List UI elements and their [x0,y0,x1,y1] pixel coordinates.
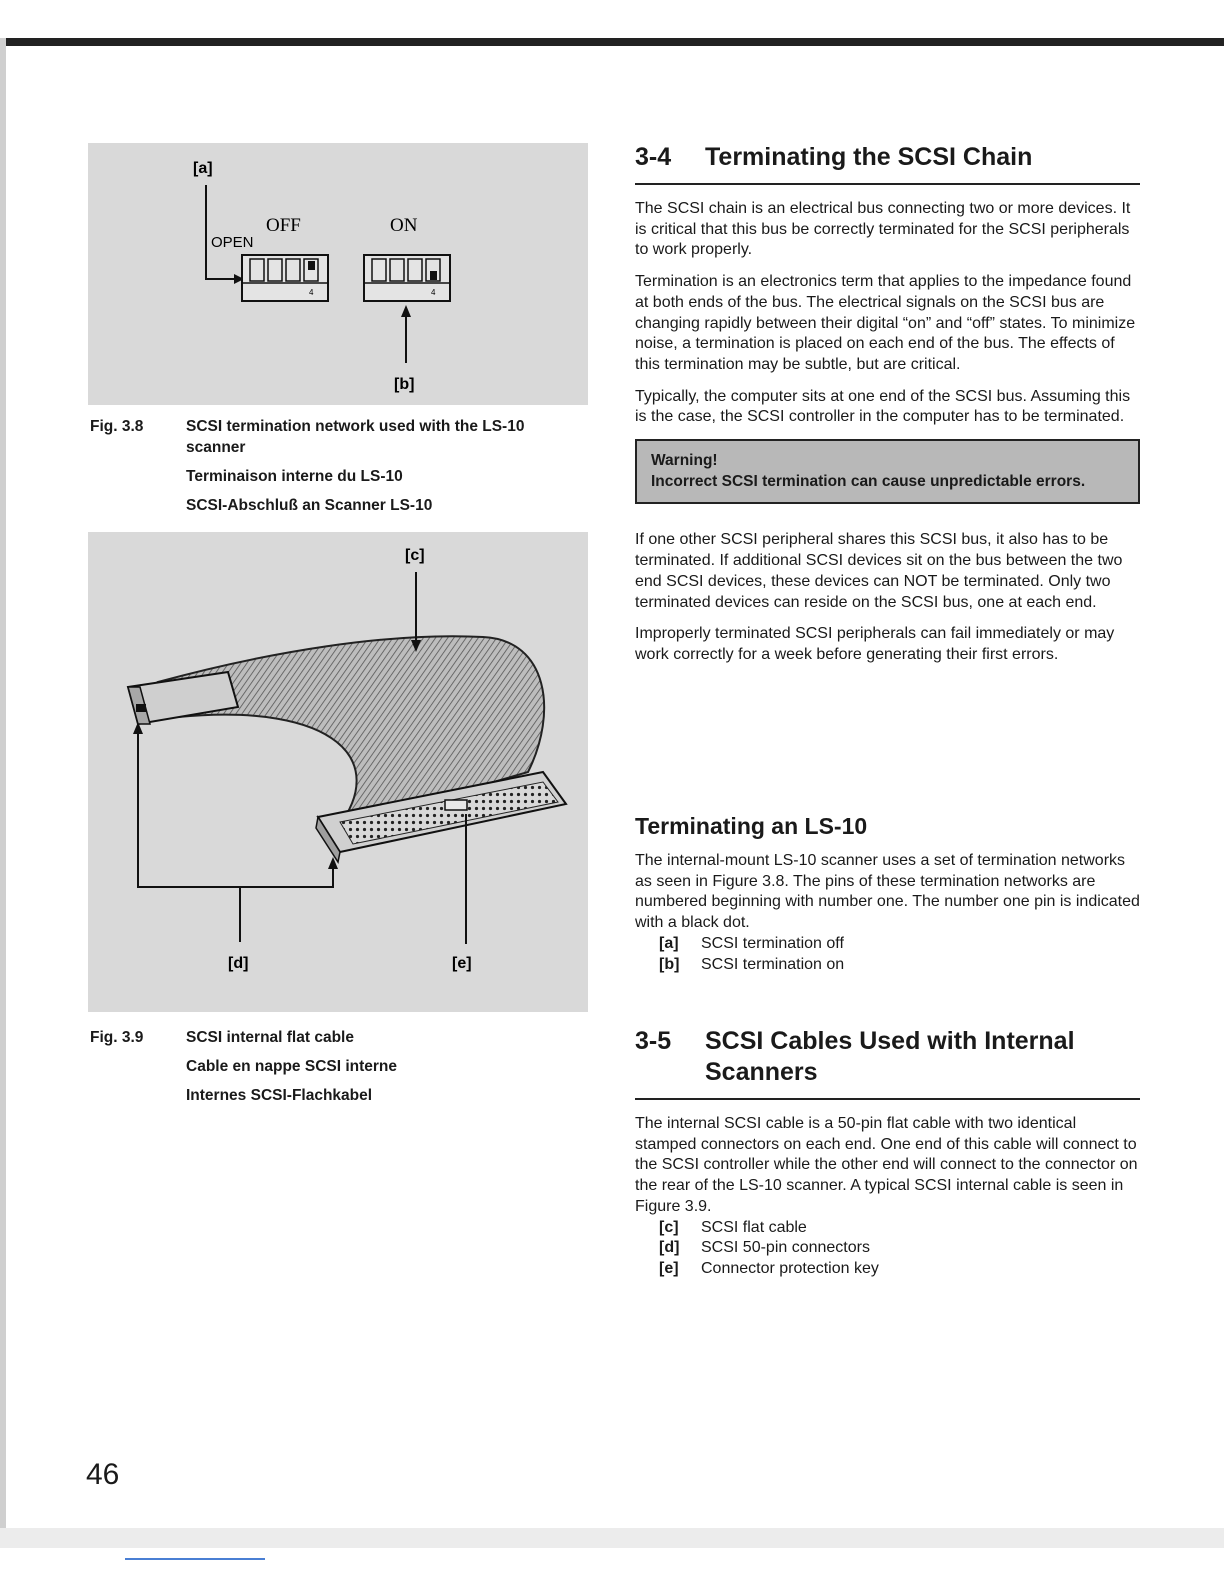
label-b: [b] [394,376,415,393]
connector-left [128,672,238,724]
label-off: OFF [266,215,301,236]
bottom-link-bar [125,1558,265,1560]
legend-list [659,1218,1140,1280]
legend-item: [c] SCSI flat cable [659,1218,807,1236]
top-border [0,38,1224,46]
legend-item: [d] SCSI 50-pin connectors [659,1239,870,1257]
figure-3-9 [88,532,588,1012]
paragraph: The internal SCSI cable is a 50-pin flat cable with two identical stamped connectors on each end. One end of this cable will connect to the SCSI controller while the other end will connect to the connector on the rear of the LS-10 scanner. A typical SCSI internal cable is seen in Figure 3.9. [635,1115,1138,1215]
subsection-ls10 [635,812,1140,975]
warning-box [635,439,1140,504]
heading-rule [635,1098,1140,1100]
caption-fr: Terminaison interne du LS-10 [186,468,403,485]
caption-de: SCSI-Abschluß an Scanner LS-10 [186,497,433,514]
legend-list [659,934,1140,975]
label-e: [e] [452,955,472,972]
heading-rule [635,183,1140,185]
legend-item: [e] Connector protection key [659,1259,879,1277]
arrow-a [206,185,236,279]
caption-de: Internes SCSI-Flachkabel [186,1087,373,1104]
page-number: 46 [86,1458,120,1491]
figure-3-8 [88,143,588,405]
label-open: OPEN [211,234,254,251]
paragraph: Termination is an electronics term that applies to the impedance found at both ends of the bus. The electrical signals on the SCSI bus are changing rapidly between their digital “on” and “off” states. To minimize noise, a termination is placed on each end of the bus. The effects of this termination may be subtle, but are critical. [635,273,1136,373]
caption-fr: Cable en nappe SCSI interne [186,1058,398,1075]
section-3-5 [635,1026,1140,1280]
section-number: 3-5 [635,1027,672,1055]
protection-key [445,800,467,810]
bottom-shade [0,1528,1224,1548]
page-edge [0,38,6,1538]
switch-off [242,255,328,301]
termination-network-diagram [88,143,588,405]
caption-en: SCSI termination network used with the LS-10 scanner [186,418,525,456]
section-heading [635,1026,1140,1088]
section-heading [635,142,1140,173]
paragraph: If one other SCSI peripheral shares this SCSI bus, it also has to be terminated. If additional SCSI devices sit on the bus between the two end SCSI devices, these devices can NOT be terminated. Only two terminated devices can reside on the SCSI bus, one at each end. [635,531,1123,611]
bracket-d [138,732,333,887]
label-d: [d] [228,955,249,972]
section-3-4 [635,142,1140,677]
figure-number: Fig. 3.8 [90,418,144,435]
warning-title: Warning! [651,452,718,470]
paragraph: The SCSI chain is an electrical bus connecting two or more devices. It is critical that this bus be correctly terminated for the SCSI peripherals to work properly. [635,200,1131,259]
legend-item: [b] SCSI termination on [659,955,845,973]
paragraph: Improperly terminated SCSI peripherals can fail immediately or may work correctly for a week before generating their first errors. [635,625,1115,663]
switch-on [364,255,450,301]
subsection-title: Terminating an LS-10 [635,813,868,839]
caption-en: SCSI internal flat cable [186,1029,354,1046]
pin-label-on: 4 [431,288,436,297]
label-on: ON [390,215,418,236]
flat-cable-diagram [88,532,588,1012]
section-title: Terminating the SCSI Chain [705,143,1033,171]
legend-item: [a] SCSI termination off [659,934,844,952]
pin-label-off: 4 [309,288,314,297]
figure-number: Fig. 3.9 [90,1029,144,1046]
label-c: [c] [405,547,425,564]
section-title: SCSI Cables Used with Internal Scanners [705,1027,1075,1086]
paragraph: The internal-mount LS-10 scanner uses a set of termination networks as seen in Figure 3.8. The pins of these termination networks are numbered beginning with number one. The number one pin is indicated with a black dot. [635,852,1140,932]
paragraph: Typically, the computer sits at one end of the SCSI bus. Assuming this is the case, the SCSI controller in the computer has to be terminated. [635,387,1131,426]
label-a: [a] [193,160,213,177]
warning-text: Incorrect SCSI termination can cause unpredictable errors. [651,472,1086,490]
section-number: 3-4 [635,143,672,171]
arrow-b-head [401,305,411,317]
